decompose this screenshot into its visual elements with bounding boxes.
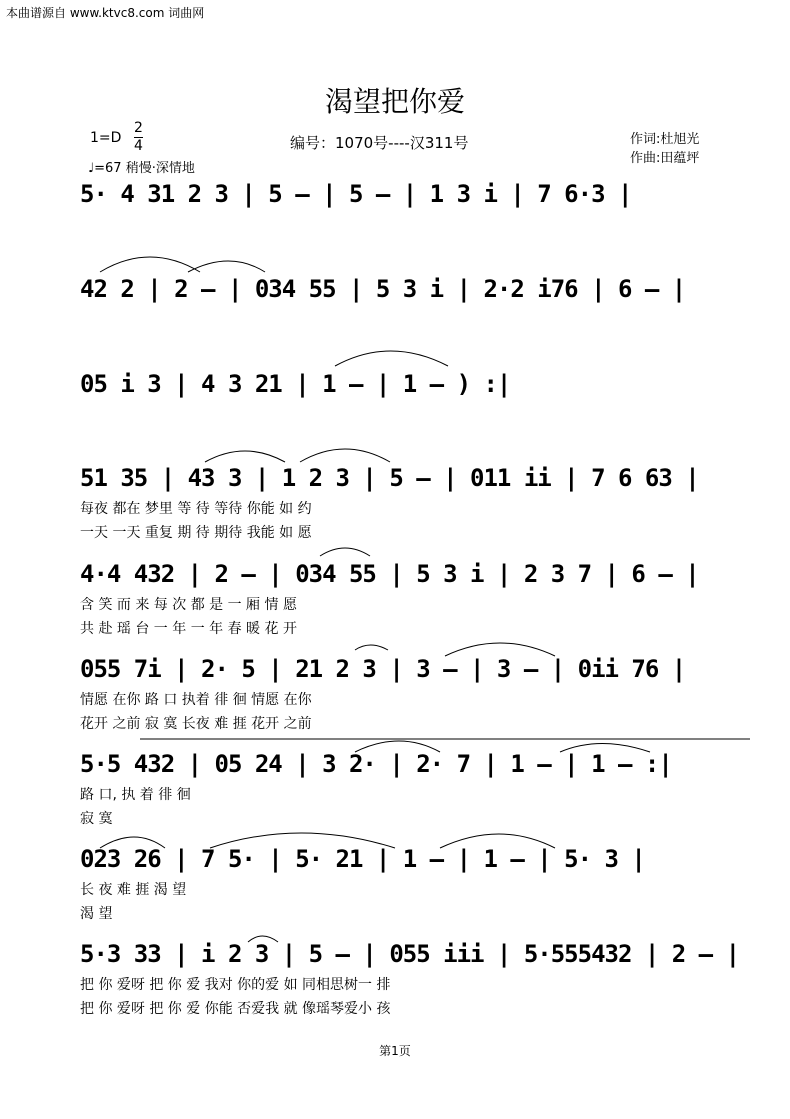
slur <box>355 645 388 650</box>
slur <box>300 449 390 462</box>
slur <box>320 548 370 556</box>
lyricist: 作词:杜旭光 <box>630 132 700 147</box>
lyric-line: 寂 寞 <box>80 811 113 827</box>
notation-line: 023 26 | 7 5· | 5· 21 | 1 — | 1 — | 5· 3 | <box>80 845 645 873</box>
slur <box>188 261 265 272</box>
notation-line: 5·3 33 | i 2 3 | 5 — | 055 iii | 5·555432 | 2 — | <box>80 940 740 968</box>
time-signature-top: 2 <box>134 120 143 136</box>
composer: 作曲:田蕴坪 <box>630 151 700 166</box>
source-header: 本曲谱源自 www.ktvc8.com 词曲网 <box>6 6 205 20</box>
lyric-line: 一天 一天 重复 期 待 期待 我能 如 愿 <box>80 525 312 541</box>
slur <box>440 834 555 848</box>
lyric-line: 渴 望 <box>80 906 113 922</box>
tempo-marking: ♩=67 稍慢·深情地 <box>88 161 195 176</box>
slur <box>100 257 200 272</box>
lyric-line: 共 赴 瑶 台 一 年 一 年 春 暖 花 开 <box>80 621 297 637</box>
lyric-line: 含 笑 而 来 每 次 都 是 一 厢 情 愿 <box>80 597 297 613</box>
notation-line: 4·4 432 | 2 — | 034 55 | 5 3 i | 2 3 7 | 6 — | <box>80 560 699 588</box>
slur <box>445 643 555 656</box>
lyric-line: 情愿 在你 路 口 执着 徘 徊 情愿 在你 <box>80 692 312 708</box>
slur <box>355 741 440 752</box>
notation-line: 42 2 | 2 — | 034 55 | 5 3 i | 2·2 i76 | 6 — | <box>80 275 686 303</box>
lyric-line: 路 口, 执 着 徘 徊 <box>80 787 191 803</box>
lyric-line: 把 你 爱呀 把 你 爱 我对 你的爱 如 同相思树一 排 <box>80 977 391 993</box>
lyric-line: 花开 之前 寂 寞 长夜 难 捱 花开 之前 <box>80 716 312 732</box>
time-signature-bottom: 4 <box>134 138 143 154</box>
song-title: 渴望把你爱 <box>324 85 465 118</box>
serial-number: 编号：1070号----汉311号 <box>290 134 469 152</box>
slur <box>335 351 448 366</box>
key-signature: 1=D <box>90 130 122 146</box>
page-number: 第1页 <box>379 1044 411 1058</box>
slur <box>205 451 285 462</box>
notation-line: 055 7i | 2· 5 | 21 2 3 | 3 — | 3 — | 0ii 76 | <box>80 655 686 683</box>
notation-line: 51 35 | 43 3 | 1 2 3 | 5 — | 011 ii | 7 6 63 | <box>80 464 699 492</box>
notation-line: 05 i 3 | 4 3 21 | 1 — | 1 — ) :| <box>80 370 511 398</box>
lyric-line: 长 夜 难 捱 渴 望 <box>80 882 187 898</box>
quarter-note-icon: ♩ <box>88 161 95 176</box>
slur <box>560 744 650 753</box>
lyric-line: 把 你 爱呀 把 你 爱 你能 否爱我 就 像瑶琴爱小 孩 <box>80 1001 391 1017</box>
notation-line: 5·5 432 | 05 24 | 3 2· | 2· 7 | 1 — | 1 — :| <box>80 750 672 778</box>
slur <box>210 833 395 848</box>
lyric-line: 每夜 都在 梦里 等 待 等待 你能 如 约 <box>80 501 312 517</box>
notation-line: 5· 4 31 2 3 | 5 — | 5 — | 1 3 i | 7 6·3 | <box>80 180 632 208</box>
slur <box>100 837 165 848</box>
slur <box>248 936 278 942</box>
